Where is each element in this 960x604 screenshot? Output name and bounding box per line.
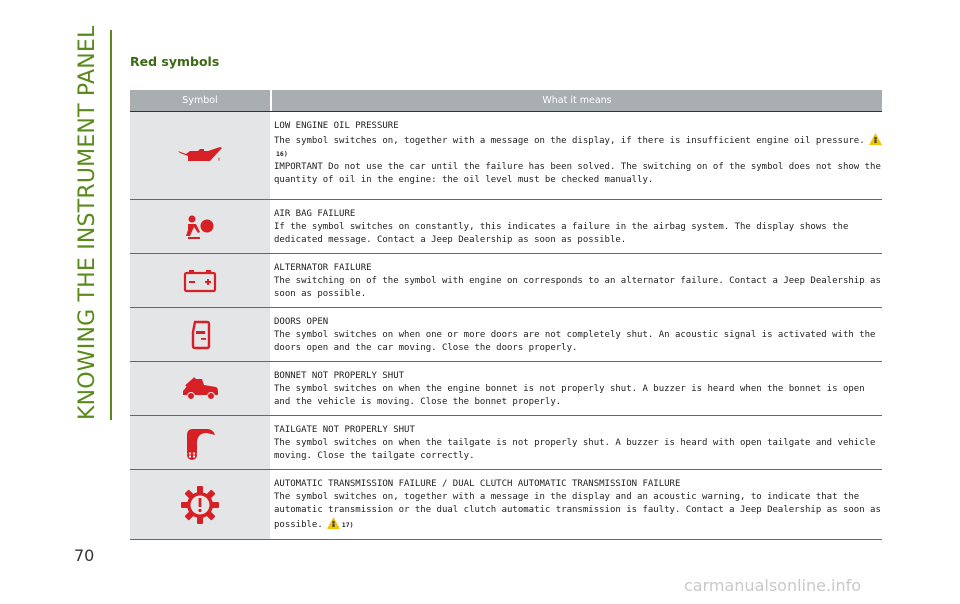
row-title: AUTOMATIC TRANSMISSION FAILURE / DUAL CLUTCH AUTOMATIC TRANSMISSION FAILURE bbox=[274, 479, 681, 489]
row-title: DOORS OPEN bbox=[274, 317, 329, 327]
page-number: 70 bbox=[74, 546, 95, 565]
table-row bbox=[130, 112, 882, 200]
bonnet-open-icon bbox=[180, 377, 220, 401]
sidebar-rule bbox=[110, 30, 112, 420]
note-ref: 16) bbox=[276, 150, 288, 158]
tailgate-open-icon bbox=[183, 425, 217, 461]
warning-person-icon bbox=[327, 517, 340, 529]
row-line: The symbol switches on when the tailgate is not properly shut. A buzzer is heard with open tailgate and vehicle moving. Close the tailgate correctly. bbox=[274, 438, 876, 461]
row-line-text: The symbol switches on, together with a message in the display and an acoustic warning, to indicate that the automatic transmission or the dual clutch automatic transmission is faulty. Contact a Jeep Dealership as soon as possible. bbox=[274, 492, 881, 530]
table-header bbox=[130, 90, 882, 112]
row-title: TAILGATE NOT PROPERLY SHUT bbox=[274, 425, 415, 435]
meaning-cell bbox=[272, 200, 882, 253]
table-row bbox=[130, 416, 882, 470]
table-row bbox=[130, 200, 882, 254]
chapter-title-text: KNOWING THE INSTRUMENT PANEL bbox=[75, 25, 100, 420]
oil-can-icon bbox=[176, 145, 224, 167]
header-meaning: What it means bbox=[270, 90, 882, 111]
symbols-table bbox=[130, 90, 882, 540]
row-line: If the symbol switches on constantly, this indicates a failure in the airbag system. The display shows the dedicated message. Contact a Jeep Dealership as soon as possible. bbox=[274, 222, 849, 245]
symbol-cell bbox=[130, 200, 270, 253]
meaning-cell bbox=[272, 362, 882, 415]
meaning-cell bbox=[272, 254, 882, 307]
row-line: The symbol switches on when one or more doors are not completely shut. An acoustic signal is activated with the doors open and the car moving. Close the doors properly. bbox=[274, 330, 876, 353]
table-row bbox=[130, 362, 882, 416]
watermark: carmanualsonline.info bbox=[684, 576, 862, 595]
note-ref: 17) bbox=[341, 521, 354, 529]
sidebar-chapter-title bbox=[74, 25, 114, 420]
row-line: The switching on of the symbol with engine on corresponds to an alternator failure. Contact a Jeep Dealership as soon as possible. bbox=[274, 276, 881, 299]
meaning-cell bbox=[272, 470, 882, 539]
table-row bbox=[130, 254, 882, 308]
symbol-cell bbox=[130, 362, 270, 415]
symbol-cell bbox=[130, 112, 270, 199]
row-line: IMPORTANT Do not use the car until the failure has been solved. The switching on of the symbol does not show the quantity of oil in the engine: the oil level must be checked manually. bbox=[274, 162, 881, 185]
row-title: LOW ENGINE OIL PRESSURE bbox=[274, 121, 399, 131]
meaning-cell bbox=[272, 112, 882, 199]
battery-icon bbox=[183, 269, 217, 293]
table-row bbox=[130, 308, 882, 362]
row-line: The symbol switches on when the engine bonnet is not properly shut. A buzzer is heard when the bonnet is open and the vehicle is moving. Close the bonnet properly. bbox=[274, 384, 865, 407]
airbag-icon bbox=[184, 214, 216, 240]
meaning-cell bbox=[272, 416, 882, 469]
row-title: BONNET NOT PROPERLY SHUT bbox=[274, 371, 405, 381]
row-line-text: The symbol switches on, together with a message on the display, if there is insufficient engine oil pressure. bbox=[274, 136, 865, 146]
section-title: Red symbols bbox=[130, 54, 220, 69]
row-title: ALTERNATOR FAILURE bbox=[274, 263, 372, 273]
symbol-cell bbox=[130, 308, 270, 361]
row-title: AIR BAG FAILURE bbox=[274, 209, 356, 219]
row-line bbox=[274, 491, 882, 532]
symbol-cell bbox=[130, 416, 270, 469]
symbol-cell bbox=[130, 254, 270, 307]
header-symbol: Symbol bbox=[182, 95, 218, 106]
table-row bbox=[130, 470, 882, 540]
symbol-cell bbox=[130, 470, 270, 539]
meaning-cell bbox=[272, 308, 882, 361]
warning-person-icon bbox=[869, 133, 882, 145]
row-line bbox=[274, 133, 882, 161]
door-open-icon bbox=[189, 320, 211, 350]
transmission-failure-icon bbox=[180, 485, 220, 525]
